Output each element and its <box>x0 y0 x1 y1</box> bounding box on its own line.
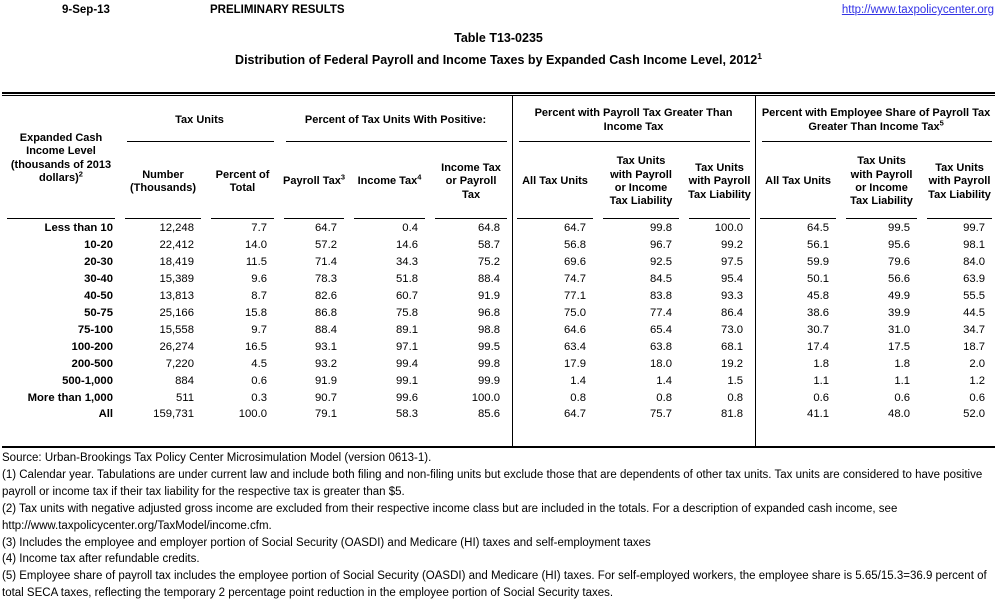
cell: 1.1 <box>813 374 830 387</box>
cell: 50.1 <box>807 273 830 286</box>
cell: 44.5 <box>963 306 986 319</box>
distribution-table <box>2 97 997 423</box>
cell: 14.0 <box>245 239 268 252</box>
cell: 0.8 <box>656 391 673 404</box>
cell: 82.6 <box>315 290 338 303</box>
cell: 99.5 <box>888 222 911 235</box>
cell: 52.0 <box>963 408 986 421</box>
cell: 63.8 <box>650 340 673 353</box>
cell: 86.4 <box>721 306 744 319</box>
cell: 75.0 <box>564 306 587 319</box>
cell: 65.4 <box>650 323 673 336</box>
cell: 79.6 <box>888 256 911 269</box>
cell: 0.6 <box>894 391 911 404</box>
cell: 0.4 <box>402 222 419 235</box>
cell: 99.6 <box>396 391 419 404</box>
cell: 63.4 <box>564 340 587 353</box>
row-label: 40-50 <box>84 290 113 303</box>
cell: 884 <box>175 374 194 387</box>
cell: 48.0 <box>888 408 911 421</box>
group-underline <box>762 141 992 142</box>
cell: 58.7 <box>478 239 501 252</box>
cell: 1.8 <box>813 357 830 370</box>
footnote-3: (3) Includes the employee and employer portion of Social Security (OASDI) and Medicare (HI) taxes and self-employment taxes <box>2 536 651 549</box>
column-header-percent-of-total: Percent of Total <box>206 144 279 220</box>
column-header-all-tax-units-2: All Tax Units <box>755 144 841 220</box>
cell: 93.3 <box>721 290 744 303</box>
cell: 51.8 <box>396 273 419 286</box>
cell: 0.8 <box>727 391 744 404</box>
cell: 39.9 <box>888 306 911 319</box>
cell: 75.8 <box>396 306 419 319</box>
cell: 12,248 <box>159 222 194 235</box>
footnote-4: (4) Income tax after refundable credits. <box>2 553 200 566</box>
income-level-header-text: Expanded Cash Income Level (thousands of 2013 dollars) <box>10 131 112 184</box>
column-header-number: Number (Thousands) <box>120 144 206 220</box>
source-note: Source: Urban-Brookings Tax Policy Center Microsimulation Model (version 0613-1). <box>2 452 432 464</box>
cell: 86.8 <box>315 306 338 319</box>
cell: 73.0 <box>721 323 744 336</box>
cell: 34.7 <box>963 323 986 336</box>
cell: 74.7 <box>564 273 587 286</box>
column-header-payroll-liability-2: Tax Units with Payroll Tax Liability <box>922 144 997 220</box>
cell: 92.5 <box>650 256 673 269</box>
cell: 49.9 <box>888 290 911 303</box>
cell: 17.9 <box>564 357 587 370</box>
column-header-income-tax: Income Tax$^4$ <box>349 144 430 220</box>
header-underline <box>435 218 507 219</box>
table-title <box>0 50 997 67</box>
cell: 59.9 <box>807 256 830 269</box>
cell: 511 <box>175 391 194 404</box>
cell: 98.1 <box>963 239 986 252</box>
row-label: Less than 10 <box>44 222 113 235</box>
cell: 0.8 <box>570 391 587 404</box>
cell: 99.7 <box>963 222 986 235</box>
cell: 13,813 <box>159 290 194 303</box>
cell: 97.5 <box>721 256 744 269</box>
cell: 99.9 <box>478 374 501 387</box>
table-row <box>2 406 997 423</box>
cell: 0.6 <box>813 391 830 404</box>
header-underline <box>284 218 344 219</box>
cell: 0.6 <box>969 391 986 404</box>
report-date: 9-Sep-13 <box>62 4 110 16</box>
cell: 64.6 <box>564 323 587 336</box>
cell: 98.8 <box>478 323 501 336</box>
cell: 25,166 <box>159 306 194 319</box>
cell: 60.7 <box>396 290 419 303</box>
table-row <box>2 355 997 372</box>
group-header-employee-share: Percent with Employee Share of Payroll Tax Greater Than Income Tax$^5$ <box>755 97 997 144</box>
column-header-income-or-payroll: Income Tax or Payroll Tax <box>430 144 512 220</box>
table-row <box>2 338 997 355</box>
cell: 69.6 <box>564 256 587 269</box>
column-header-payroll-or-income-liability-1: Tax Units with Payroll or Income Tax Liability <box>598 144 684 220</box>
cell: 91.9 <box>315 374 338 387</box>
cell: 75.7 <box>650 408 673 421</box>
cell: 99.8 <box>478 357 501 370</box>
cell: 17.5 <box>888 340 911 353</box>
cell: 16.5 <box>245 340 268 353</box>
cell: 96.7 <box>650 239 673 252</box>
cell: 81.8 <box>721 408 744 421</box>
cell: 99.4 <box>396 357 419 370</box>
cell: 1.8 <box>894 357 911 370</box>
cell: 1.1 <box>894 374 911 387</box>
cell: 38.6 <box>807 306 830 319</box>
cell: 1.4 <box>570 374 587 387</box>
cell: 15.8 <box>245 306 268 319</box>
header-underline <box>7 218 115 219</box>
income-level-superscript: 2 <box>78 169 83 179</box>
header-underline <box>927 218 992 219</box>
cell: 84.5 <box>650 273 673 286</box>
table-row <box>2 254 997 271</box>
group-header-tax-units: Tax Units <box>120 97 279 144</box>
cell: 58.3 <box>396 408 419 421</box>
table-row <box>2 389 997 406</box>
table-row <box>2 305 997 322</box>
cell: 88.4 <box>478 273 501 286</box>
cell: 75.2 <box>478 256 501 269</box>
cell: 100.0 <box>238 408 268 421</box>
cell: 93.2 <box>315 357 338 370</box>
table-row <box>2 271 997 288</box>
table-row <box>2 372 997 389</box>
cell: 56.8 <box>564 239 587 252</box>
group-underline <box>127 141 274 142</box>
cell: 9.7 <box>251 323 268 336</box>
header-underline <box>354 218 425 219</box>
cell: 18.7 <box>963 340 986 353</box>
table-number-title: Table T13-0235 <box>454 31 543 45</box>
cell: 11.5 <box>245 256 268 269</box>
cell: 83.8 <box>650 290 673 303</box>
group-underline <box>519 141 750 142</box>
table-top-border <box>2 92 995 96</box>
cell: 1.2 <box>969 374 986 387</box>
column-header-payroll-liability-1: Tax Units with Payroll Tax Liability <box>684 144 755 220</box>
column-header-payroll-tax: Payroll Tax$^3$ <box>279 144 349 220</box>
cell: 57.2 <box>315 239 338 252</box>
cell: 56.6 <box>888 273 911 286</box>
row-label: More than 1,000 <box>27 391 113 404</box>
cell: 99.8 <box>650 222 673 235</box>
cell: 84.0 <box>963 256 986 269</box>
group-header-payroll-gt-income: Percent with Payroll Tax Greater Than Income Tax <box>512 97 755 144</box>
cell: 17.4 <box>807 340 830 353</box>
cell: 1.5 <box>727 374 744 387</box>
cell: 88.4 <box>315 323 338 336</box>
cell: 34.3 <box>396 256 419 269</box>
cell: 8.7 <box>251 290 268 303</box>
cell: 1.4 <box>656 374 673 387</box>
header-underline <box>211 218 274 219</box>
cell: 31.0 <box>888 323 911 336</box>
cell: 9.6 <box>251 273 268 286</box>
cell: 63.9 <box>963 273 986 286</box>
row-label: 30-40 <box>84 273 113 286</box>
cell: 100.0 <box>471 391 501 404</box>
cell: 95.4 <box>721 273 744 286</box>
cell: 56.1 <box>807 239 830 252</box>
row-label: 500-1,000 <box>62 374 113 387</box>
cell: 15,558 <box>159 323 194 336</box>
cell: 99.1 <box>396 374 419 387</box>
cell: 68.1 <box>721 340 744 353</box>
cell: 77.1 <box>564 290 587 303</box>
row-label: All <box>98 408 113 421</box>
header-underline <box>689 218 750 219</box>
table-row <box>2 288 997 305</box>
cell: 7.7 <box>251 222 268 235</box>
header-underline <box>603 218 679 219</box>
cell: 64.8 <box>478 222 501 235</box>
table-row <box>2 321 997 338</box>
table-row <box>2 220 997 237</box>
column-header-payroll-or-income-liability-2: Tax Units with Payroll or Income Tax Liability <box>841 144 922 220</box>
column-header-all-tax-units-1: All Tax Units <box>512 144 598 220</box>
cell: 2.0 <box>969 357 986 370</box>
cell: 77.4 <box>650 306 673 319</box>
cell: 30.7 <box>807 323 830 336</box>
cell: 7,220 <box>165 357 194 370</box>
cell: 64.7 <box>564 408 587 421</box>
cell: 89.1 <box>396 323 419 336</box>
footnote-5: (5) Employee share of payroll tax includes the employee portion of Social Security (OASDI) and Medicare (HI) taxes. For self-employed workers, the employee share is 5.65/15.3=36.9 percent of total SECA taxes, reflecting the temporary 2 percentage point reduction in the employee portion of Social Security taxes. <box>2 570 987 600</box>
cell: 78.3 <box>315 273 338 286</box>
footnotes <box>2 450 995 602</box>
cell: 93.1 <box>315 340 338 353</box>
cell: 90.7 <box>315 391 338 404</box>
cell: 99.2 <box>721 239 744 252</box>
cell: 45.8 <box>807 290 830 303</box>
row-label: 10-20 <box>84 239 113 252</box>
cell: 0.6 <box>251 374 268 387</box>
cell: 55.5 <box>963 290 986 303</box>
preliminary-results-label: PRELIMINARY RESULTS <box>210 4 345 16</box>
cell: 14.6 <box>396 239 419 252</box>
row-label: 50-75 <box>84 306 113 319</box>
cell: 18.0 <box>650 357 673 370</box>
table-title-text: Distribution of Federal Payroll and Income Taxes by Expanded Cash Income Level, 2012 <box>235 53 758 67</box>
row-label: 100-200 <box>71 340 113 353</box>
footnote-1: (1) Calendar year. Tabulations are under current law and include both filing and non-filing units but exclude those that are dependents of other tax units. Tax units are considered to have positive payroll or income tax if their tax liability for the respective tax is greater than $5. <box>2 468 983 498</box>
table-title-superscript: 1 <box>757 50 762 61</box>
row-label: 20-30 <box>84 256 113 269</box>
cell: 4.5 <box>251 357 268 370</box>
table-row <box>2 237 997 254</box>
cell: 100.0 <box>714 222 744 235</box>
header-underline <box>846 218 917 219</box>
header-underline <box>517 218 593 219</box>
taxpolicycenter-link[interactable]: http://www.taxpolicycenter.org <box>841 4 994 16</box>
cell: 97.1 <box>396 340 419 353</box>
header-underline <box>760 218 836 219</box>
cell: 64.7 <box>564 222 587 235</box>
cell: 64.7 <box>315 222 338 235</box>
row-label: 75-100 <box>77 323 113 336</box>
cell: 0.3 <box>251 391 268 404</box>
column-header-income-level <box>2 97 120 220</box>
footnote-2: (2) Tax units with negative adjusted gross income are excluded from their respective income class but are included in the totals. For a description of expanded cash income, see http://www.taxpolicycenter.org/TaxModel/income.cfm. <box>2 502 898 532</box>
cell: 85.6 <box>478 408 501 421</box>
cell: 18,419 <box>159 256 194 269</box>
cell: 91.9 <box>478 290 501 303</box>
cell: 71.4 <box>315 256 338 269</box>
row-label: 200-500 <box>71 357 113 370</box>
cell: 79.1 <box>315 408 338 421</box>
cell: 15,389 <box>159 273 194 286</box>
cell: 159,731 <box>153 408 194 421</box>
group-header-percent-positive: Percent of Tax Units With Positive: <box>279 97 512 144</box>
cell: 99.5 <box>478 340 501 353</box>
table-body <box>2 220 997 423</box>
table-bottom-border <box>2 446 995 448</box>
cell: 22,412 <box>159 239 194 252</box>
cell: 95.6 <box>888 239 911 252</box>
cell: 96.8 <box>478 306 501 319</box>
cell: 64.5 <box>807 222 830 235</box>
cell: 41.1 <box>807 408 830 421</box>
header-underline <box>125 218 201 219</box>
cell: 19.2 <box>721 357 744 370</box>
cell: 26,274 <box>159 340 194 353</box>
group-underline <box>286 141 507 142</box>
